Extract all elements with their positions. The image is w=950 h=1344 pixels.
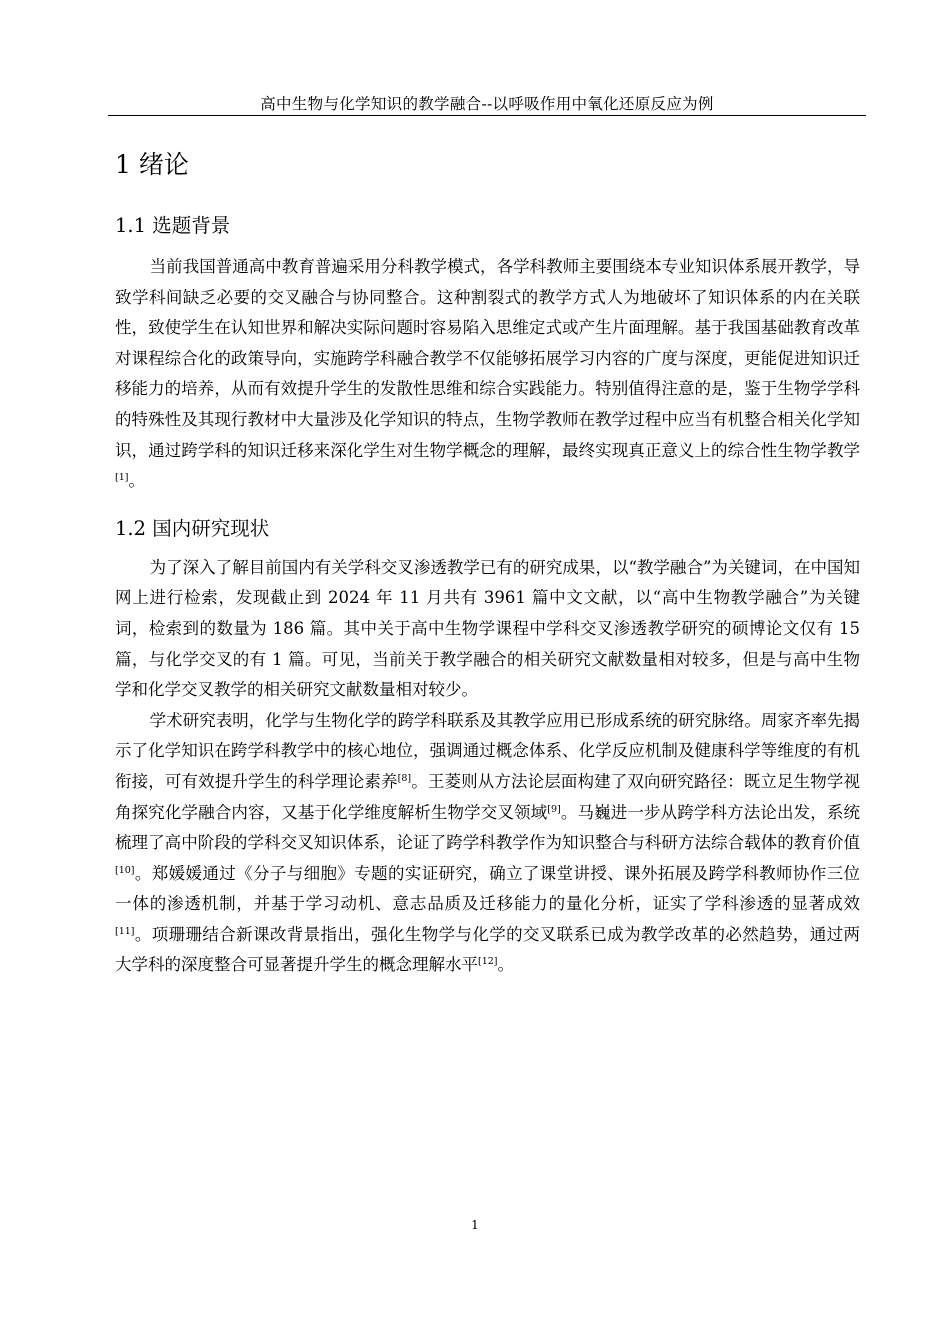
header-rule [108, 115, 866, 116]
paragraph-tail: 。 [497, 955, 515, 975]
paragraph-text: 学术研究表明，化学与生物化学的跨学科联系及其教学应用已形成系统的研究脉络。周家齐率先揭示了化学知识在跨学科教学中的核心地位，强调通过概念体系、化学反应机制及健康科学等维度的有机衔接，可有效提升学生的科学理论素养 [115, 710, 860, 791]
paragraph-literature-search: 为了深入了解目前国内有关学科交叉渗透教学已有的研究成果，以“教学融合”为关键词，在中国知网上进行检索，发现截止到 2024 年 11 月共有 3961 篇中文文献，以“高中生物教学融合”为关键词，检索到的数量为 186 篇。其中关于高中生物学课程中学科交叉渗透教学研究的硕博论文仅有 15 篇，与化学交叉的有 1 篇。可见，当前关于教学融合的相关研究文献数量相对较多，但是与高中生物学和化学交叉教学的相关研究文献数量相对较少。 [115, 557, 860, 700]
paragraph-tail: 。 [128, 471, 145, 491]
paragraph-text: 。王菱则从方法论层面构建了双向研究路径：既立足生物学视角探究化学融合内容，又基于化学维度解析生物学交叉领域 [115, 771, 861, 822]
citation-ref: [12] [478, 956, 498, 968]
body-content [115, 140, 860, 981]
running-header: 高中生物与化学知识的教学融合--以呼吸作用中氧化还原反应为例 [260, 95, 714, 113]
paragraph-literature-review [115, 706, 860, 981]
citation-ref: [10] [115, 864, 135, 876]
section-heading-background: 1.1 选题背景 [115, 214, 231, 237]
page-number: 1 [471, 1218, 479, 1232]
paragraph-text: 。项珊珊结合新课改背景指出，强化生物学与化学的交叉联系已成为教学改革的必然趋势，通过两大学科的深度整合可显著提升学生的概念理解水平 [115, 924, 860, 975]
citation-ref: [1] [115, 472, 129, 484]
paragraph-text: 。郑媛媛通过《分子与细胞》专题的实证研究，确立了课堂讲授、课外拓展及跨学科教师协作三位一体的渗透机制，并基于学习动机、意志品质及迁移能力的量化分析，证实了学科渗透的显著成效 [115, 863, 860, 914]
paragraph-background [115, 252, 860, 497]
section-heading-domestic-research: 1.2 国内研究现状 [115, 516, 270, 540]
citation-ref: [8] [397, 772, 412, 784]
paragraph-text: 。马巍进一步从跨学科方法论出发，系统梳理了高中阶段的学科交叉知识体系，论证了跨学科教学作为知识整合与科研方法综合载体的教育价值 [115, 802, 861, 853]
paragraph-text: 当前我国普通高中教育普遍采用分科教学模式，各学科教师主要围绕本专业知识体系展开教学，导致学科间缺乏必要的交叉融合与协同整合。这种割裂式的教学方式人为地破坏了知识体系的内在关联性，致使学生在认知世界和解决实际问题时容易陷入思维定式或产生片面理解。基于我国基础教育改革对课程综合化的政策导向，实施跨学科融合教学不仅能够拓展学习内容的广度与深度，更能促进知识迁移能力的培养，从而有效提升学生的发散性思维和综合实践能力。特别值得注意的是，鉴于生物学学科的特殊性及其现行教材中大量涉及化学知识的特点，生物学教师在教学过程中应当有机整合相关化学知识，通过跨学科的知识迁移来深化学生对生物学概念的理解，最终实现真正意义上的综合性生物学教学 [115, 257, 860, 460]
chapter-heading: 1 绪论 [115, 150, 189, 179]
citation-ref: [9] [547, 803, 561, 815]
citation-ref: [11] [115, 925, 135, 937]
